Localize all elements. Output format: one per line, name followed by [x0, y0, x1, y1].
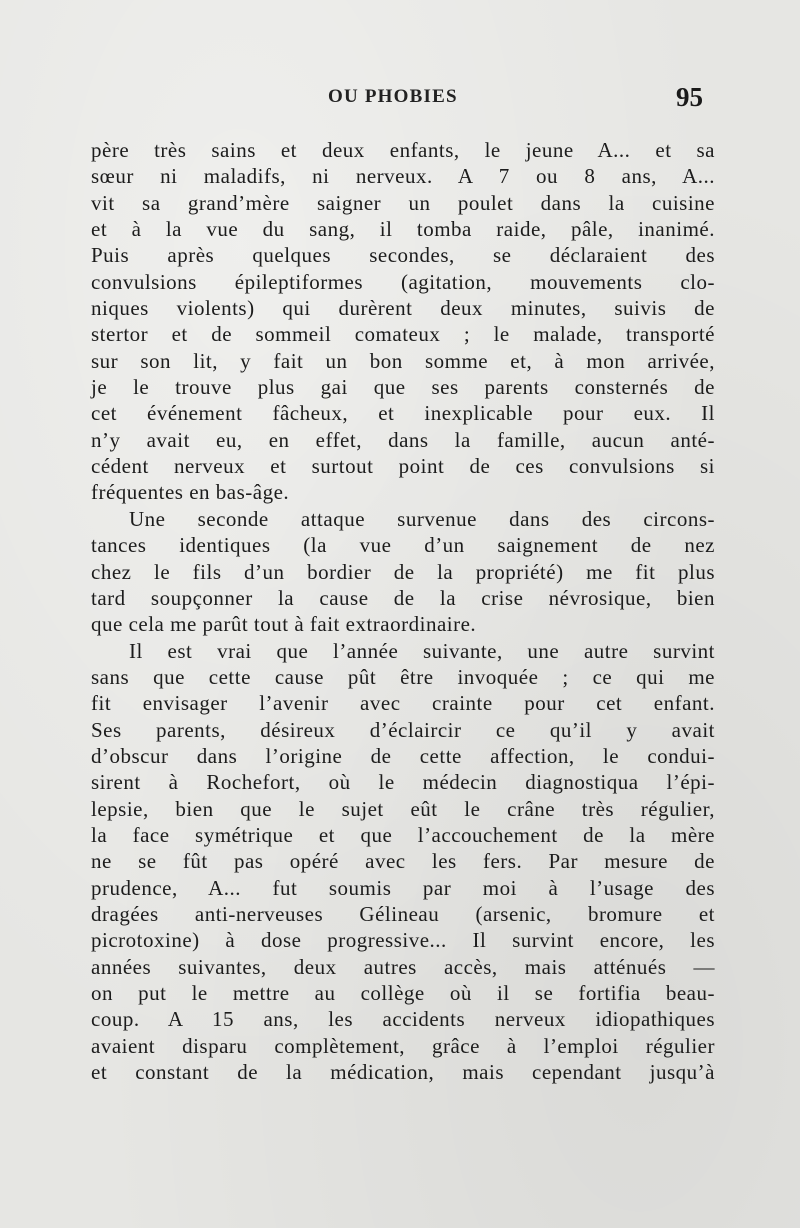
text-line: lepsie, bien que le sujet eût le crâne très régulier,	[91, 796, 715, 821]
body-text	[91, 137, 715, 1085]
text-line: vit sa grand’mère saigner un poulet dans la cuisine	[91, 190, 715, 215]
text-line: chez le fils d’un bordier de la propriété) me fit plus	[91, 559, 715, 584]
text-line: ne se fût pas opéré avec les fers. Par mesure de	[91, 849, 715, 874]
text-line: prudence, A... fut soumis par moi à l’usage des	[91, 875, 715, 900]
text-line: fit envisager l’avenir avec crainte pour cet enfant.	[91, 691, 715, 716]
text-line: la face symétrique et que l’accouchement de la mère	[91, 822, 715, 847]
text-line: tances identiques (la vue d’un saignement de nez	[91, 533, 715, 558]
text-line: coup. A 15 ans, les accidents nerveux idiopathiques	[91, 1007, 715, 1032]
text-line: avaient disparu complètement, grâce à l’emploi régulier	[91, 1033, 715, 1058]
text-line: d’obscur dans l’origine de cette affection, le condui-	[91, 743, 715, 768]
text-line: convulsions épileptiformes (agitation, mouvements clo-	[91, 269, 715, 294]
text-line: sirent à Rochefort, où le médecin diagnostiqua l’épi-	[91, 770, 715, 795]
text-line: père très sains et deux enfants, le jeune A... et sa	[91, 138, 715, 162]
text-line: Puis après quelques secondes, se déclaraient des	[91, 243, 715, 268]
running-header	[0, 82, 800, 112]
text-line: stertor et de sommeil comateux ; le malade, transporté	[91, 322, 715, 347]
text-line: cédent nerveux et surtout point de ces convulsions si	[91, 454, 715, 479]
text-line: Une seconde attaque survenue dans des circons-	[129, 506, 715, 531]
text-line: et constant de la médication, mais cependant jusqu’à	[91, 1060, 715, 1085]
text-line: tard soupçonner la cause de la crise névrosique, bien	[91, 585, 715, 610]
text-line: Ses parents, désireux d’éclaircir ce qu’il y avait	[91, 717, 715, 742]
page-number: 95	[676, 82, 703, 112]
text-line: picrotoxine) à dose progressive... Il survint encore, les	[91, 928, 715, 953]
text-line: sœur ni maladifs, ni nerveux. A 7 ou 8 ans, A...	[91, 164, 715, 189]
text-line: dragées anti-nerveuses Gélineau (arsenic, bromure et	[91, 901, 715, 926]
text-line: Il est vrai que l’année suivante, une autre survint	[129, 638, 715, 663]
text-line: n’y avait eu, en effet, dans la famille, aucun anté-	[91, 427, 715, 452]
text-line: années suivantes, deux autres accès, mais atténués —	[91, 954, 715, 979]
text-line: cet événement fâcheux, et inexplicable pour eux. Il	[91, 401, 715, 426]
text-line: je le trouve plus gai que ses parents consternés de	[91, 375, 715, 400]
text-line: sur son lit, y fait un bon somme et, à mon arrivée,	[91, 348, 715, 373]
text-line: et à la vue du sang, il tomba raide, pâle, inanimé.	[91, 217, 715, 242]
text-line: que cela me parût tout à fait extraordinaire.	[91, 612, 477, 637]
text-line: on put le mettre au collège où il se fortifia beau-	[91, 981, 715, 1005]
text-line: niques violents) qui durèrent deux minutes, suivis de	[91, 296, 715, 321]
text-line: fréquentes en bas-âge.	[91, 480, 290, 505]
running-title: OU PHOBIES	[328, 86, 458, 107]
text-line: sans que cette cause pût être invoquée ; ce qui me	[91, 664, 715, 689]
